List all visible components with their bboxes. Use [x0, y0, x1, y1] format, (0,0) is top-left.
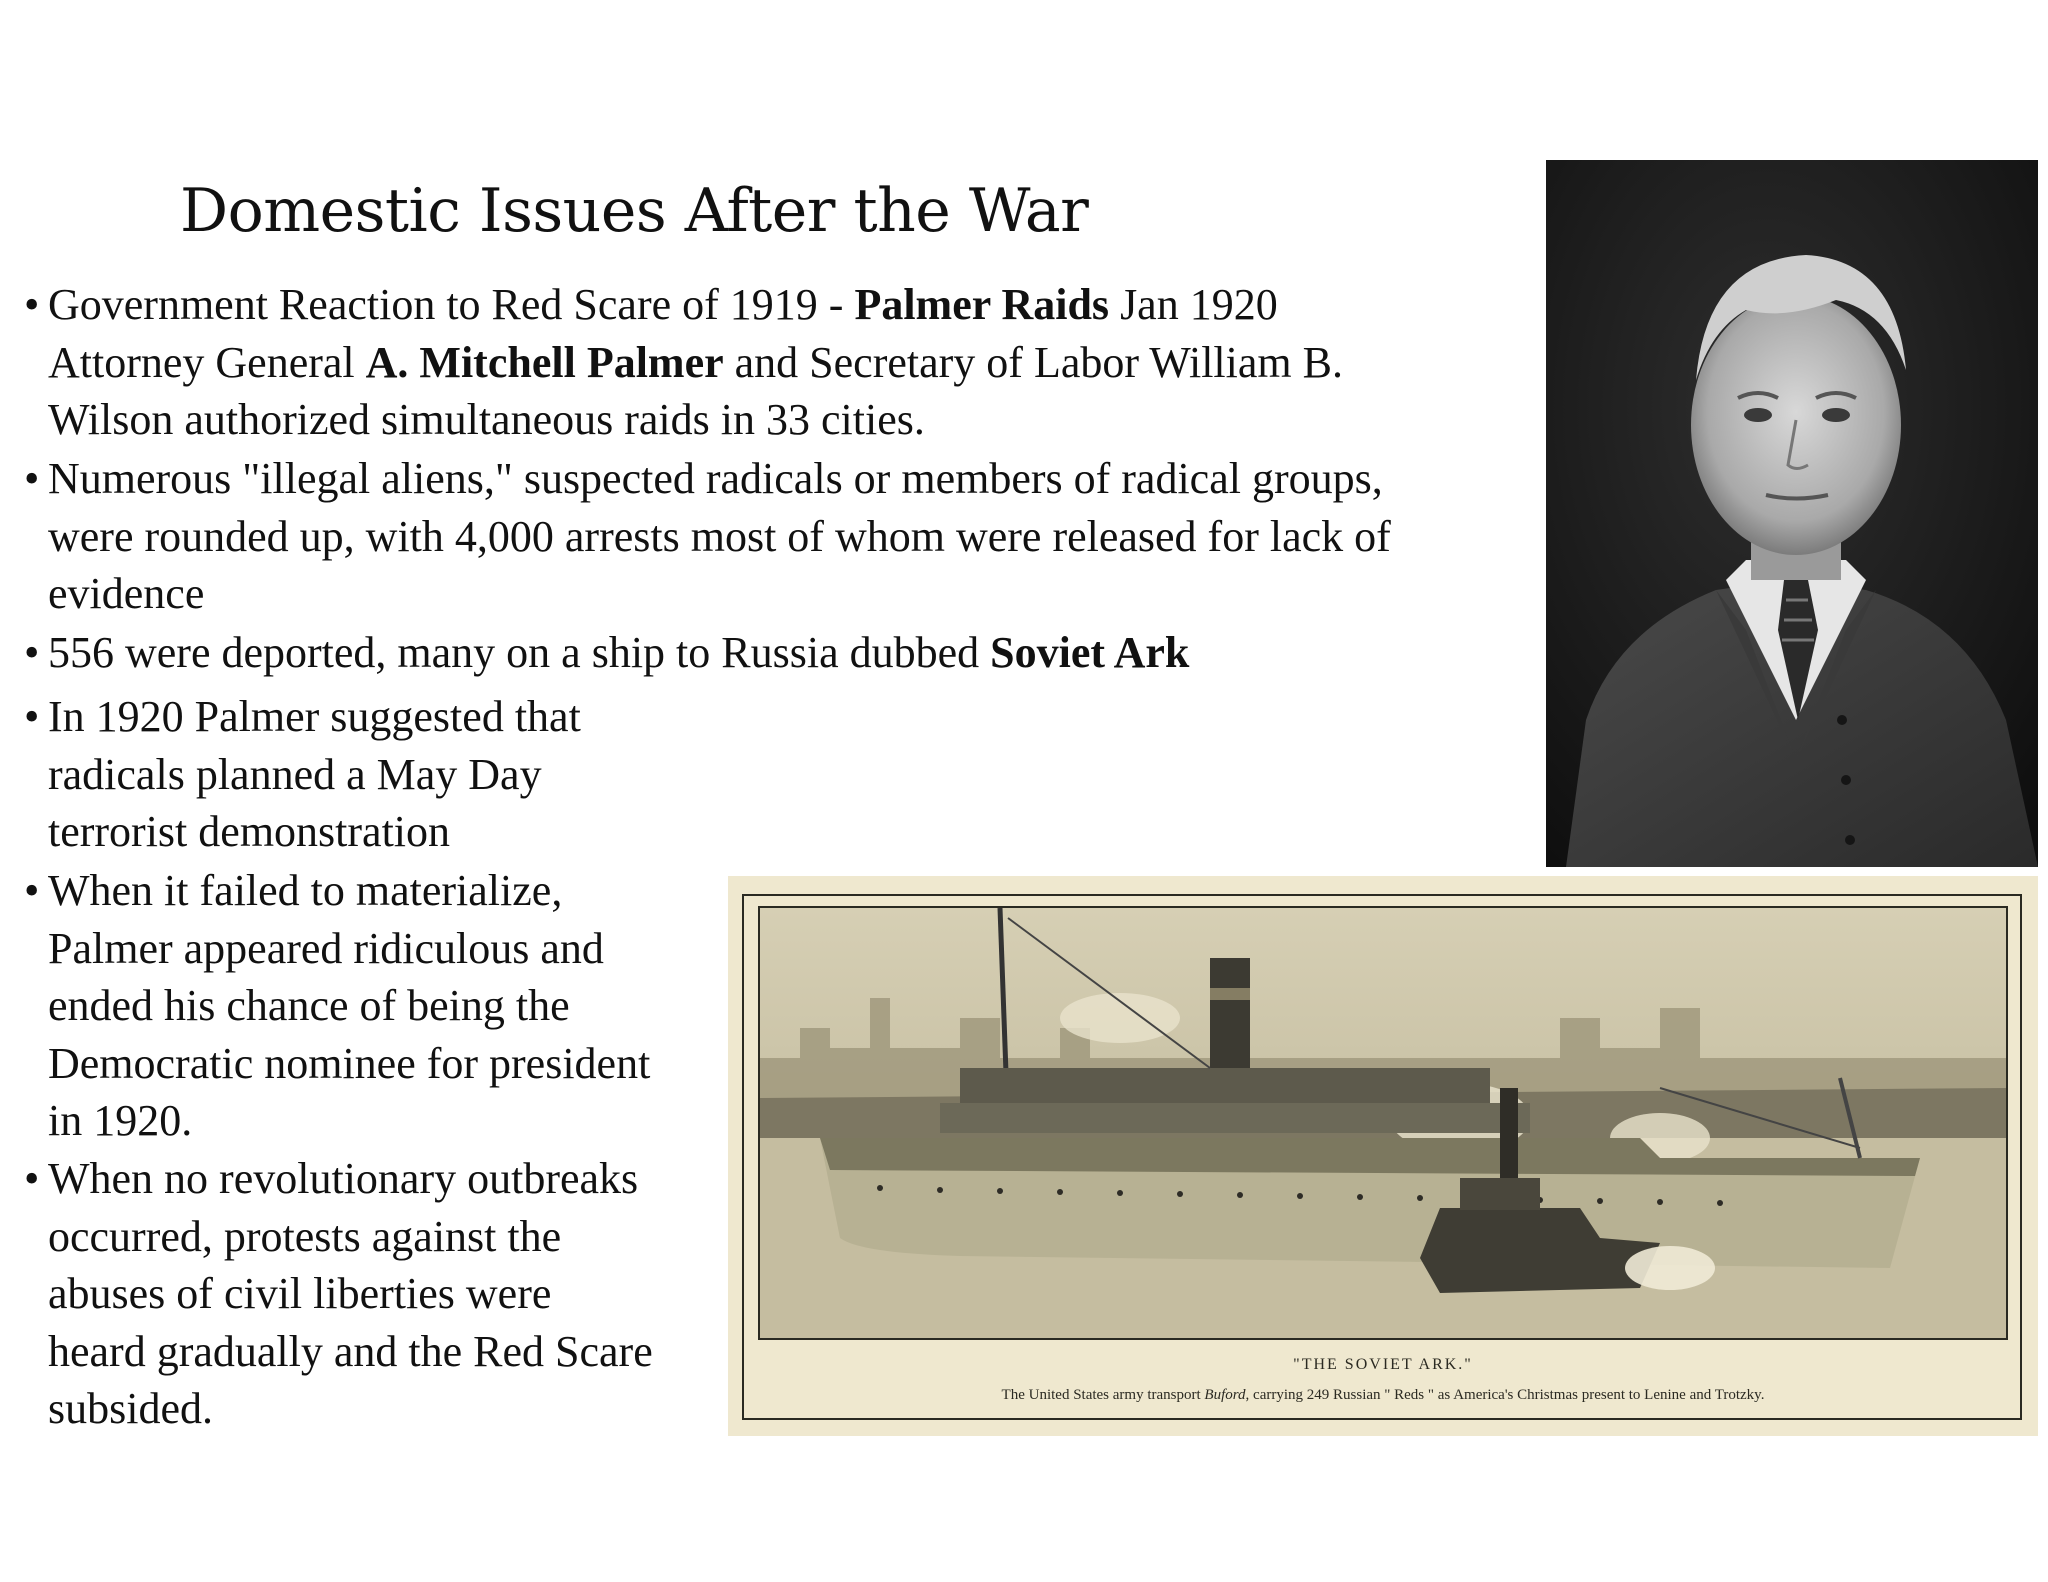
bullet-line: • In 1920 Palmer suggested that	[48, 692, 581, 741]
bullet-line: • 556 were deported, many on a ship to Russia dubbed Soviet Ark	[48, 628, 1190, 677]
slide-title: Domestic Issues After the War	[180, 176, 1089, 246]
palmer-raids-term: Palmer Raids	[854, 280, 1110, 329]
bullet-line: were rounded up, with 4,000 arrests most of whom were released for lack of	[48, 511, 1391, 561]
bullet-line: evidence	[48, 569, 205, 618]
bullet-line: subsided.	[48, 1384, 213, 1433]
bullet-line: Attorney General A. Mitchell Palmer and Secretary of Labor William B.	[48, 337, 1343, 387]
bullet-line: ended his chance of being the	[48, 981, 570, 1030]
clipping-title: "THE SOVIET ARK."	[1293, 1356, 1473, 1373]
bullet-line: occurred, protests against the	[48, 1211, 562, 1261]
bullet-deported	[24, 624, 1189, 682]
bullet-failed	[24, 862, 650, 1150]
bullet-line: in 1920.	[48, 1096, 193, 1145]
soviet-ark-clipping	[728, 876, 2038, 1436]
bullet-line: radicals planned a May Day	[48, 749, 542, 799]
bullet-may-day	[24, 688, 581, 861]
bullet-line: heard gradually and the Red Scare	[48, 1326, 653, 1376]
ship-name: Buford	[1204, 1387, 1246, 1403]
palmer-portrait-photo	[1546, 160, 2038, 867]
bullet-line: Palmer appeared ridiculous and	[48, 923, 604, 973]
palmer-name: A. Mitchell Palmer	[365, 337, 724, 387]
bullet-line: • When it failed to materialize,	[48, 866, 563, 915]
bullet-arrests	[24, 450, 1391, 623]
bullet-line: Democratic nominee for president	[48, 1038, 651, 1088]
bullet-line: • Numerous "illegal aliens," suspected radicals or members of radical groups,	[48, 454, 1383, 503]
clipping-caption: The United States army transport Buford, carrying 249 Russian " Reds " as America's Christmas present to Lenine and Trotzky.	[1001, 1387, 1765, 1403]
bullet-line: Wilson authorized simultaneous raids in 33 cities.	[48, 395, 925, 444]
soviet-ark-term: Soviet Ark	[990, 628, 1190, 677]
bullet-palmer-raids	[24, 276, 1343, 449]
soviet-ark-ship-photo	[758, 906, 2008, 1340]
bullet-line: • When no revolutionary outbreaks	[48, 1154, 639, 1203]
bullet-line: terrorist demonstration	[48, 807, 451, 856]
bullet-subsided	[24, 1150, 653, 1438]
bullet-line: • Government Reaction to Red Scare of 1919 - Palmer Raids Jan 1920	[48, 280, 1278, 329]
bullet-line: abuses of civil liberties were	[48, 1269, 552, 1318]
